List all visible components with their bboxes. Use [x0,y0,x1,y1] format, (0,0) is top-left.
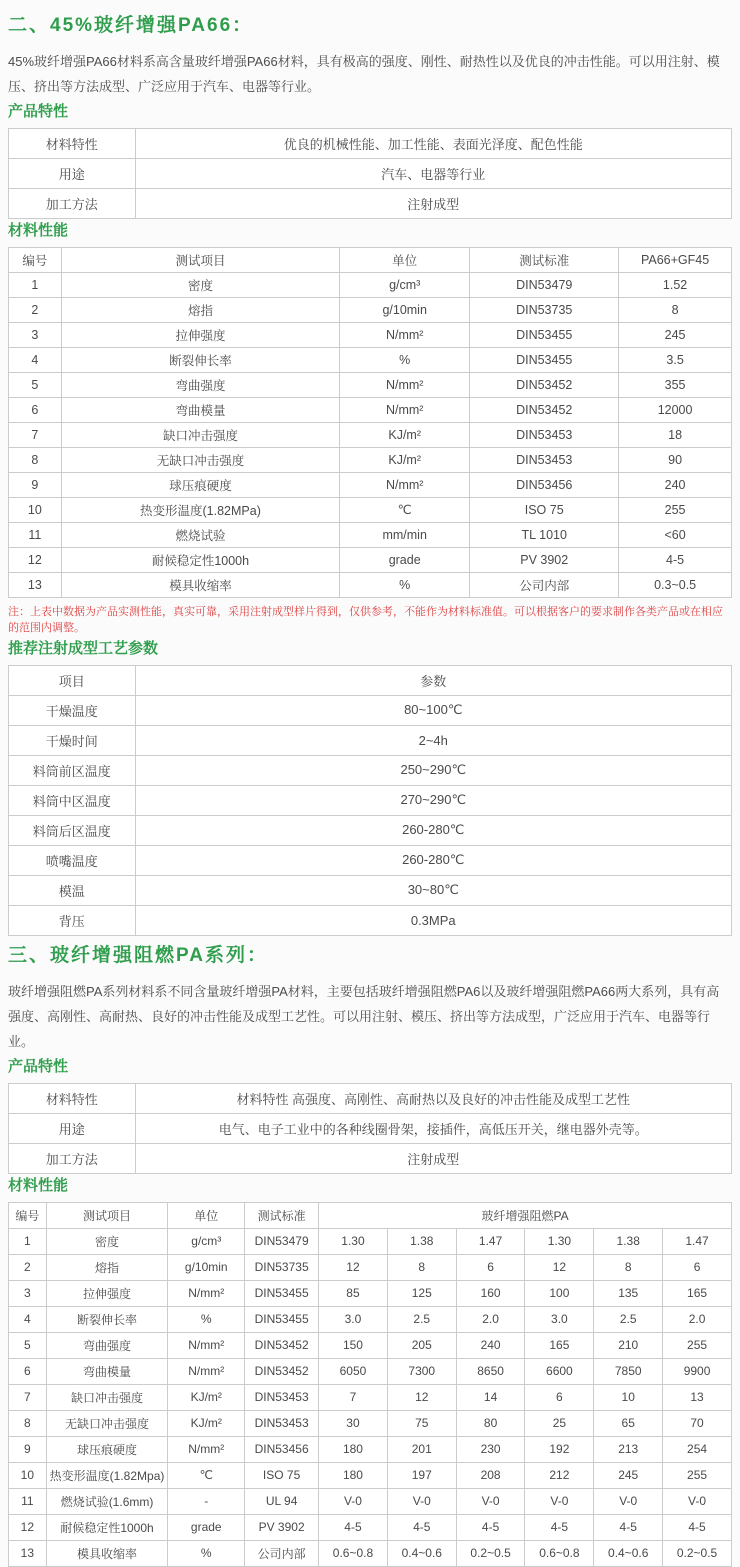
table-cell: N/mm² [340,472,470,497]
col-header-standard: 测试标准 [470,247,619,272]
table-cell: 2.5 [594,1306,663,1332]
table-row [9,1228,732,1254]
table-cell: 2.0 [456,1306,525,1332]
table-cell: ISO 75 [245,1462,319,1488]
table-cell: 1.30 [319,1228,388,1254]
table-cell: 弯曲强度 [46,1332,168,1358]
table-cell: 30 [319,1410,388,1436]
table-cell: DIN53453 [245,1384,319,1410]
table-cell: 4-5 [387,1514,456,1540]
table-cell: g/10min [168,1254,245,1280]
table-row [9,1462,732,1488]
table-cell: 4 [9,347,62,372]
table-cell: 缺口冲击强度 [46,1384,168,1410]
col-header-test-item: 测试项目 [46,1202,168,1228]
col-header-number: 编号 [9,1202,47,1228]
table-cell: 8650 [456,1358,525,1384]
table-cell: KJ/m² [168,1384,245,1410]
table-row [9,905,732,935]
table-cell: 料筒中区温度 [9,785,136,815]
table-cell: 8 [9,1410,47,1436]
table-cell: 材料特性 [9,128,136,158]
table-cell: 公司内部 [245,1540,319,1566]
table-row [9,447,732,472]
table-cell: 4-5 [319,1514,388,1540]
table-cell: 9 [9,1436,47,1462]
table-row [9,522,732,547]
table-cell: 4-5 [663,1514,732,1540]
table-cell: 密度 [46,1228,168,1254]
table-cell: DIN53479 [470,272,619,297]
table-header-row [9,247,732,272]
table-cell: ISO 75 [470,497,619,522]
table-cell: PV 3902 [470,547,619,572]
table-row [9,1332,732,1358]
table-cell: N/mm² [340,397,470,422]
table-cell: KJ/m² [340,422,470,447]
table-cell: DIN53456 [470,472,619,497]
table-cell: 250~290℃ [135,755,731,785]
table-cell: PV 3902 [245,1514,319,1540]
table-row [9,1384,732,1410]
table-cell: 6 [663,1254,732,1280]
table-row [9,272,732,297]
table-cell: 2 [9,297,62,322]
table-cell: 10 [594,1384,663,1410]
table-header-row [9,665,732,695]
col-header-number: 编号 [9,247,62,272]
table-cell: 料筒前区温度 [9,755,136,785]
table-cell: 熔指 [46,1254,168,1280]
table-cell: 模具收缩率 [46,1540,168,1566]
table-cell: 燃烧试验(1.6mm) [46,1488,168,1514]
table-cell: 弯曲强度 [61,372,339,397]
table-cell: 3.0 [319,1306,388,1332]
table-cell: 18 [619,422,732,447]
table-cell: 密度 [61,272,339,297]
table-cell: 4-5 [619,547,732,572]
table-cell: 2~4h [135,725,731,755]
table-row [9,1514,732,1540]
table-cell: 212 [525,1462,594,1488]
table-cell: 8 [594,1254,663,1280]
table-cell: 0.2~0.5 [663,1540,732,1566]
table-cell: 135 [594,1280,663,1306]
table-cell: 1.30 [525,1228,594,1254]
features-heading: 产品特性 [8,102,69,120]
table-cell: 模温 [9,875,136,905]
table-cell: 125 [387,1280,456,1306]
table-cell: 断裂伸长率 [61,347,339,372]
table-cell: 240 [619,472,732,497]
table-cell: 240 [456,1332,525,1358]
table-cell: V-0 [594,1488,663,1514]
table-cell: 270~290℃ [135,785,731,815]
section-pa66-gf45 [8,10,732,936]
table-cell: 197 [387,1462,456,1488]
table-cell: 干燥时间 [9,725,136,755]
table-cell: 0.3~0.5 [619,572,732,597]
table-cell: 205 [387,1332,456,1358]
table-row [9,1436,732,1462]
table-cell: 7 [319,1384,388,1410]
table-row [9,1083,732,1113]
material-performance-table-fr [8,1202,732,1567]
table-row [9,875,732,905]
table-cell: 8 [619,297,732,322]
table-cell: 80 [456,1410,525,1436]
table-cell: N/mm² [340,372,470,397]
table-cell: 优良的机械性能、加工性能、表面光泽度、配色性能 [135,128,731,158]
table-cell: V-0 [456,1488,525,1514]
table-cell: DIN53452 [470,397,619,422]
table-cell: 30~80℃ [135,875,731,905]
table-cell: 8 [9,447,62,472]
table-cell: 1.47 [663,1228,732,1254]
table-cell: mm/min [340,522,470,547]
table-cell: UL 94 [245,1488,319,1514]
table-cell: 拉伸强度 [46,1280,168,1306]
table-cell: 注射成型 [135,188,731,218]
table-cell: N/mm² [168,1436,245,1462]
table-cell: ℃ [340,497,470,522]
table-cell: 1.38 [594,1228,663,1254]
table-cell: KJ/m² [168,1410,245,1436]
table-cell: 355 [619,372,732,397]
section-intro: 45%玻纤增强PA66材料系高含量玻纤增强PA66材料，具有极高的强度、刚性、耐热性以及优良的冲击性能。可以用注射、模压、挤出等方法成型、广泛应用于汽车、电器等行业。 [8,54,720,95]
table-cell: 耐候稳定性1000h [46,1514,168,1540]
table-cell: DIN53452 [245,1332,319,1358]
table-cell: 180 [319,1462,388,1488]
table-cell: 无缺口冲击强度 [61,447,339,472]
table-row [9,785,732,815]
table-row [9,755,732,785]
table-cell: 12 [9,547,62,572]
col-header-grade: PA66+GF45 [619,247,732,272]
table-cell: 3.5 [619,347,732,372]
table-cell: <60 [619,522,732,547]
table-row [9,725,732,755]
section-intro: 玻纤增强阻燃PA系列材料系不同含量玻纤增强PA材料，主要包括玻纤增强阻燃PA6以及玻纤增强阻燃PA66两大系列，具有高强度、高刚性、高耐热、良好的冲击性能及成型工艺性。可以用注射、模压、挤出等方法成型，广泛应用于汽车、电器等行业。 [8,983,720,1050]
table-cell: 用途 [9,158,136,188]
table-cell: 0.6~0.8 [525,1540,594,1566]
table-cell: 弯曲模量 [46,1358,168,1384]
table-cell: V-0 [387,1488,456,1514]
table-cell: 165 [525,1332,594,1358]
table-cell: 75 [387,1410,456,1436]
table-cell: 汽车、电器等行业 [135,158,731,188]
table-cell: 12 [9,1514,47,1540]
table-row [9,397,732,422]
product-features-table [8,128,732,219]
table-row [9,1143,732,1173]
table-cell: 255 [663,1462,732,1488]
table-cell: 80~100℃ [135,695,731,725]
disclaimer-note: 注：上表中数据为产品实测性能，真实可靠，采用注射成型样片得到，仅供参考，不能作为材料标准值。可以根据客户的要求制作各类产品或在相应的范围内调整。 [8,605,723,635]
product-features-table [8,1083,732,1174]
table-cell: 2.0 [663,1306,732,1332]
table-cell: 9900 [663,1358,732,1384]
table-cell: 245 [619,322,732,347]
table-cell: N/mm² [168,1358,245,1384]
table-cell: 7850 [594,1358,663,1384]
table-cell: 材料特性 [9,1083,136,1113]
table-cell: g/cm³ [340,272,470,297]
section-title: 二、45%玻纤增强PA66： [8,15,254,36]
table-cell: 6 [9,397,62,422]
table-cell: N/mm² [168,1280,245,1306]
table-cell: V-0 [525,1488,594,1514]
table-cell: 11 [9,1488,47,1514]
table-cell: % [340,347,470,372]
table-cell: 加工方法 [9,1143,136,1173]
table-cell: 6 [456,1254,525,1280]
table-cell: DIN53455 [245,1306,319,1332]
table-cell: 160 [456,1280,525,1306]
table-row [9,572,732,597]
col-header-parameter: 参数 [135,665,731,695]
table-cell: 192 [525,1436,594,1462]
table-row [9,497,732,522]
table-cell: 8 [387,1254,456,1280]
table-cell: 材料特性 高强度、高刚性、高耐热以及良好的冲击性能及成型工艺性 [135,1083,731,1113]
table-cell: 6 [9,1358,47,1384]
table-cell: % [168,1540,245,1566]
table-cell: 260-280℃ [135,845,731,875]
table-cell: 耐候稳定性1000h [61,547,339,572]
table-cell: 65 [594,1410,663,1436]
table-row [9,1410,732,1436]
table-row [9,297,732,322]
table-row [9,422,732,447]
table-row [9,1358,732,1384]
table-cell: 喷嘴温度 [9,845,136,875]
table-row [9,815,732,845]
process-params-heading: 推荐注射成型工艺参数 [8,639,159,657]
col-header-series-group: 玻纤增强阻燃PA [319,1202,732,1228]
table-cell: TL 1010 [470,522,619,547]
table-row [9,1306,732,1332]
table-cell: ℃ [168,1462,245,1488]
table-cell: 3 [9,322,62,347]
table-cell: 100 [525,1280,594,1306]
table-row [9,472,732,497]
table-cell: 11 [9,522,62,547]
col-header-item: 项目 [9,665,136,695]
table-cell: 90 [619,447,732,472]
table-cell: 断裂伸长率 [46,1306,168,1332]
table-cell: 干燥温度 [9,695,136,725]
table-header-row [9,1202,732,1228]
table-cell: 4-5 [525,1514,594,1540]
table-cell: KJ/m² [340,447,470,472]
table-cell: 13 [9,1540,47,1566]
table-cell: % [168,1306,245,1332]
table-cell: 245 [594,1462,663,1488]
table-row [9,1540,732,1566]
performance-heading: 材料性能 [8,221,69,239]
table-cell: N/mm² [168,1332,245,1358]
table-cell: 10 [9,497,62,522]
table-row [9,188,732,218]
table-cell: 260-280℃ [135,815,731,845]
table-cell: 模具收缩率 [61,572,339,597]
table-cell: 弯曲模量 [61,397,339,422]
table-row [9,547,732,572]
table-cell: DIN53735 [470,297,619,322]
table-cell: 9 [9,472,62,497]
section-title: 三、玻纤增强阻燃PA系列： [8,944,268,966]
table-row [9,1113,732,1143]
table-row [9,322,732,347]
table-cell: 4-5 [594,1514,663,1540]
table-cell: N/mm² [340,322,470,347]
table-cell: 热变形温度(1.82Mpa) [46,1462,168,1488]
table-cell: 2 [9,1254,47,1280]
table-cell: 拉伸强度 [61,322,339,347]
table-cell: DIN53455 [245,1280,319,1306]
table-cell: 3.0 [525,1306,594,1332]
table-cell: DIN53455 [470,347,619,372]
table-cell: DIN53735 [245,1254,319,1280]
table-cell: - [168,1488,245,1514]
table-cell: 208 [456,1462,525,1488]
table-cell: % [340,572,470,597]
table-cell: DIN53453 [470,422,619,447]
table-cell: V-0 [319,1488,388,1514]
section-fr-pa-series [8,940,732,1567]
table-cell: 0.3MPa [135,905,731,935]
table-row [9,128,732,158]
col-header-standard: 测试标准 [245,1202,319,1228]
table-cell: 4 [9,1306,47,1332]
injection-process-table [8,665,732,936]
table-cell: 12 [319,1254,388,1280]
table-cell: 6 [525,1384,594,1410]
table-cell: DIN53479 [245,1228,319,1254]
table-cell: 注射成型 [135,1143,731,1173]
table-cell: 1.38 [387,1228,456,1254]
table-cell: g/cm³ [168,1228,245,1254]
table-cell: 缺口冲击强度 [61,422,339,447]
table-cell: 13 [663,1384,732,1410]
table-cell: DIN53455 [470,322,619,347]
table-cell: 255 [663,1332,732,1358]
table-cell: 2.5 [387,1306,456,1332]
table-cell: 255 [619,497,732,522]
table-cell: 12000 [619,397,732,422]
table-cell: 4-5 [456,1514,525,1540]
table-cell: grade [168,1514,245,1540]
table-cell: 13 [9,572,62,597]
table-cell: 201 [387,1436,456,1462]
table-row [9,1280,732,1306]
table-cell: 7 [9,1384,47,1410]
table-cell: 70 [663,1410,732,1436]
features-heading: 产品特性 [8,1057,69,1075]
table-row [9,158,732,188]
table-cell: 电气、电子工业中的各种线圈骨架，接插件，高低压开关，继电器外壳等。 [135,1113,731,1143]
table-row [9,1488,732,1514]
table-cell: 1.52 [619,272,732,297]
table-cell: DIN53453 [245,1410,319,1436]
table-row [9,695,732,725]
table-cell: 背压 [9,905,136,935]
col-header-unit: 单位 [340,247,470,272]
table-cell: grade [340,547,470,572]
table-cell: 5 [9,1332,47,1358]
table-cell: 用途 [9,1113,136,1143]
table-cell: 球压痕硬度 [61,472,339,497]
table-cell: 1.47 [456,1228,525,1254]
table-cell: 加工方法 [9,188,136,218]
table-cell: 7 [9,422,62,447]
table-cell: 球压痕硬度 [46,1436,168,1462]
table-cell: 5 [9,372,62,397]
table-cell: 180 [319,1436,388,1462]
table-cell: 12 [387,1384,456,1410]
table-cell: DIN53456 [245,1436,319,1462]
table-cell: 25 [525,1410,594,1436]
table-cell: 14 [456,1384,525,1410]
performance-heading: 材料性能 [8,1176,69,1194]
table-cell: 公司内部 [470,572,619,597]
table-cell: g/10min [340,297,470,322]
table-cell: 165 [663,1280,732,1306]
table-cell: DIN53452 [245,1358,319,1384]
table-cell: 热变形温度(1.82MPa) [61,497,339,522]
table-row [9,845,732,875]
table-cell: 熔指 [61,297,339,322]
material-performance-table [8,247,732,598]
col-header-test-item: 测试项目 [61,247,339,272]
table-cell: 213 [594,1436,663,1462]
table-cell: 料筒后区温度 [9,815,136,845]
table-cell: V-0 [663,1488,732,1514]
col-header-unit: 单位 [168,1202,245,1228]
table-row [9,372,732,397]
table-cell: 0.2~0.5 [456,1540,525,1566]
table-cell: 6600 [525,1358,594,1384]
table-cell: 7300 [387,1358,456,1384]
table-cell: 6050 [319,1358,388,1384]
table-cell: 3 [9,1280,47,1306]
table-cell: 12 [525,1254,594,1280]
table-cell: 230 [456,1436,525,1462]
table-row [9,347,732,372]
table-cell: 150 [319,1332,388,1358]
table-cell: 10 [9,1462,47,1488]
table-cell: 燃烧试验 [61,522,339,547]
table-cell: 85 [319,1280,388,1306]
table-cell: 0.6~0.8 [319,1540,388,1566]
table-cell: DIN53452 [470,372,619,397]
table-row [9,1254,732,1280]
table-cell: 0.4~0.6 [594,1540,663,1566]
table-cell: 0.4~0.6 [387,1540,456,1566]
table-cell: 210 [594,1332,663,1358]
table-cell: 1 [9,272,62,297]
table-cell: 无缺口冲击强度 [46,1410,168,1436]
table-cell: DIN53453 [470,447,619,472]
table-cell: 254 [663,1436,732,1462]
table-cell: 1 [9,1228,47,1254]
